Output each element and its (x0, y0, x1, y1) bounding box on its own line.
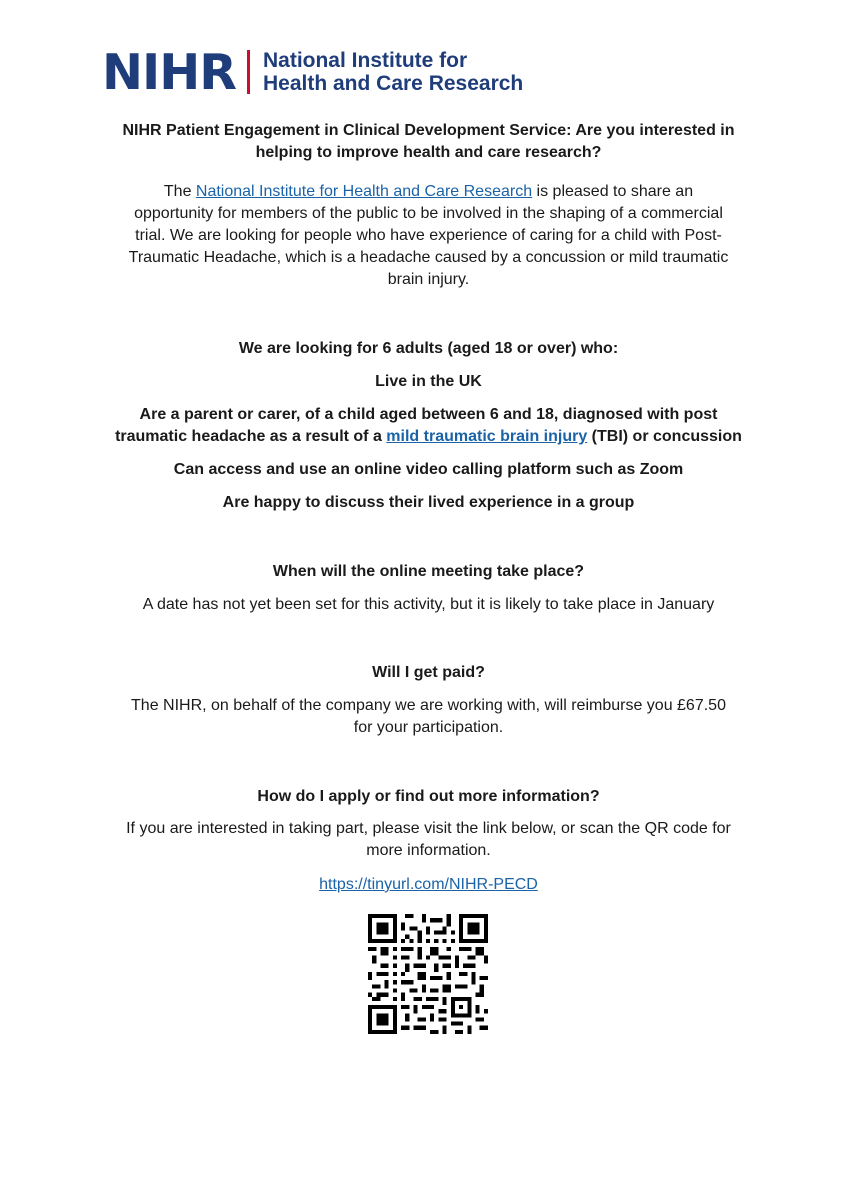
criteria-item-parent-prefix: traumatic headache as a result of a (115, 428, 387, 445)
logo-text-line-2: Health and Care Research (262, 72, 524, 95)
page-title-line-1: NIHR Patient Engagement in Clinical Development Service: Are you interested in (122, 122, 735, 139)
mild-tbi-link[interactable]: mild traumatic brain injury (386, 428, 588, 445)
logo-divider (247, 50, 250, 94)
logo-mark: NIHR (102, 43, 236, 101)
apply-line-1: If you are interested in taking part, please visit the link below, or scan the QR code for (126, 820, 731, 837)
criteria-item-zoom: Can access and use an online video calling platform such as Zoom (173, 461, 684, 478)
payment-heading: Will I get paid? (372, 664, 485, 681)
intro-line-1 (0, 181, 857, 203)
intro-line-1-suffix: is pleased to share an (532, 183, 694, 200)
apply-line-2: more information. (366, 842, 491, 859)
intro-line-3: trial. We are looking for people who have experience of caring for a child with Post- (135, 227, 722, 244)
payment-line-1: The NIHR, on behalf of the company we are working with, will reimburse you £67.50 (131, 697, 726, 714)
intro-line-2: opportunity for members of the public to be involved in the shaping of a commercial (134, 205, 723, 222)
criteria-item-parent (0, 404, 857, 448)
nihr-logo (102, 43, 524, 101)
logo-text (263, 49, 523, 95)
page-title (0, 120, 857, 164)
logo-text-line-1: National Institute for (262, 49, 468, 72)
nihr-link[interactable]: National Institute for Health and Care Research (195, 183, 533, 200)
payment-text (0, 695, 857, 739)
criteria-item-parent-line-2 (0, 426, 857, 448)
intro-prefix: The (163, 183, 196, 200)
apply-text (0, 818, 857, 862)
criteria-item-group: Are happy to discuss their lived experience in a group (222, 494, 635, 511)
intro-line-5: brain injury. (387, 271, 470, 288)
qr-code-icon[interactable] (368, 914, 488, 1034)
intro-line-4: Traumatic Headache, which is a headache caused by a concussion or mild traumatic (128, 249, 729, 266)
apply-heading: How do I apply or find out more information? (257, 788, 600, 805)
intro-paragraph (0, 181, 857, 291)
meeting-text: A date has not yet been set for this activity, but it is likely to take place in January (142, 596, 715, 613)
apply-url-row (0, 874, 857, 896)
page-title-line-2: helping to improve health and care research? (255, 144, 602, 161)
payment-line-2: for your participation. (353, 719, 504, 736)
apply-url-link[interactable]: https://tinyurl.com/NIHR-PECD (319, 876, 538, 893)
criteria-heading: We are looking for 6 adults (aged 18 or over) who: (238, 340, 619, 357)
criteria-item-uk: Live in the UK (375, 373, 482, 390)
meeting-heading: When will the online meeting take place? (272, 563, 585, 580)
criteria-item-parent-line-1: Are a parent or carer, of a child aged between 6 and 18, diagnosed with post (139, 406, 718, 423)
criteria-item-parent-suffix: (TBI) or concussion (587, 428, 742, 445)
